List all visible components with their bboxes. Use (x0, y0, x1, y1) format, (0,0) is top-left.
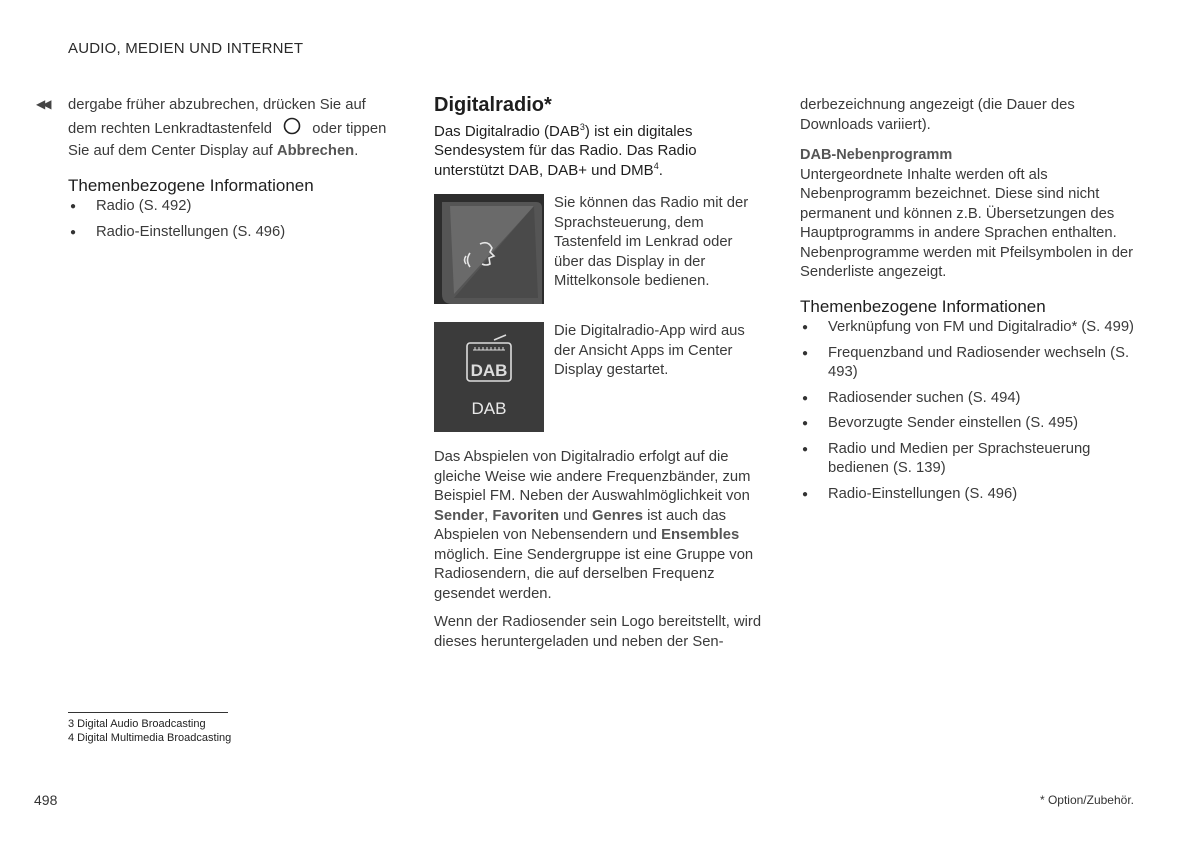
dab-app-caption: DAB (471, 398, 507, 418)
column-middle (434, 96, 764, 652)
footnote-ref-4[interactable]: 4 (653, 160, 659, 171)
related-link[interactable]: ● Bevorzugte Sender einstellen (S. 495) (800, 414, 1135, 434)
related-link[interactable]: ● Radio-Einstellungen (S. 496) (68, 223, 398, 243)
related-list (800, 318, 1135, 504)
sender-term: Sender (434, 507, 485, 524)
lead-text-c: . (658, 161, 663, 179)
footnote-3: 3 Digital Audio Broadcasting (68, 718, 206, 730)
related-link[interactable]: ● Radiosender suchen (S. 494) (800, 389, 1135, 409)
related-info-heading: Themenbezogene Informationen (68, 175, 314, 195)
related-link[interactable]: ● Verknüpfung von FM und Digitalradio* (S. 499) (800, 318, 1135, 338)
genres-term: Genres (591, 507, 643, 524)
body-paragraph-2: Wenn der Radiosender sein Logo bereitstellt, wird dieses heruntergeladen und neben der Sen- (434, 614, 762, 650)
column-right (800, 96, 1135, 510)
intro-paragraph (68, 96, 398, 162)
related-info-heading: Themenbezogene Informationen (800, 296, 1046, 316)
p1-text-c: möglich. Eine Sendergruppe ist eine Gruppe von Radiosendern, die auf derselben Frequenz gesendet werden. (434, 546, 754, 602)
p1-text-b: ist auch das Abspielen von Nebensendern und (434, 507, 727, 543)
continued-paragraph: derbezeichnung angezeigt (die Dauer des Downloads variiert). (800, 97, 1075, 133)
lead-paragraph (434, 122, 764, 181)
p1-sep-2: und (563, 507, 588, 524)
column-left (68, 96, 398, 248)
dab-radio-icon-label: DAB (470, 361, 508, 380)
footnotes (68, 712, 231, 745)
ensembles-term: Ensembles (661, 527, 740, 543)
intro-text-3: . (354, 143, 359, 159)
favoriten-term: Favoriten (492, 507, 560, 524)
section-title: Digitalradio* (434, 94, 552, 116)
figure-voice-control-text: Sie können das Radio mit der Sprachsteuerung, dem Tastenfeld im Lenkrad oder über das Display in der Mittelkonsole bedienen. (554, 195, 749, 289)
footnote-4: 4 Digital Multimedia Broadcasting (68, 732, 232, 744)
p1-text-a: Das Abspielen von Digitalradio erfolgt auf die gleiche Weise wie andere Frequenzbänder, zum Beispiel FM. Neben der Auswahlmöglichkeit von (434, 449, 751, 504)
related-link[interactable]: ● Radio-Einstellungen (S. 496) (800, 485, 1135, 505)
footnote-ref-3[interactable]: 3 (579, 121, 585, 132)
figure-dab-app-text: Die Digitalradio-App wird aus der Ansicht Apps im Center Display gestartet. (554, 323, 745, 378)
related-link[interactable]: ● Frequenzband und Radiosender wechseln (S. 493) (800, 344, 1135, 383)
option-note: * Option/Zubehör. (1039, 793, 1134, 807)
lead-text-b: ) ist ein digitales Sendesystem für das Radio. Das Radio unterstützt DAB, DAB+ und DMB (434, 122, 697, 179)
related-list (68, 197, 398, 242)
figure-voice-control (434, 194, 764, 304)
dab-nebenprogramm-text: Untergeordnete Inhalte werden oft als Nebenprogramm bezeichnet. Diese sind nicht permanent und können z.B. Übersetzungen des Hauptprogramms in andere Sprachen enthalten. Nebenprogramme werden mit Pfeilsymbolen in der Senderliste angezeigt. (800, 166, 1134, 280)
body-paragraph-1 (434, 448, 764, 604)
voice-control-button-image (434, 194, 544, 304)
intro-text-2: oder tippen Sie auf dem Center Display auf (68, 120, 387, 159)
circle-button-icon (282, 116, 302, 143)
dab-nebenprogramm-heading: DAB-Nebenprogramm (800, 147, 953, 163)
p1-sep-1: , (484, 507, 489, 524)
page-header: AUDIO, MEDIEN UND INTERNET (68, 40, 304, 57)
figure-dab-app (434, 322, 764, 432)
continued-from-previous-icon: ◀◀ (36, 97, 49, 111)
intro-text-1: dergabe früher abzubrechen, drücken Sie auf dem rechten Lenkradtastenfeld (68, 97, 366, 137)
abbrechen-term: Abbrechen (276, 143, 355, 159)
footnote-divider (68, 712, 228, 713)
lead-text-a: Das Digitalradio (DAB (434, 122, 580, 140)
page-number: 498 (34, 792, 58, 808)
related-link[interactable]: ● Radio und Medien per Sprachsteuerung bedienen (S. 139) (800, 440, 1135, 479)
dab-app-tile-image (434, 322, 544, 432)
related-link[interactable]: ● Radio (S. 492) (68, 197, 398, 217)
